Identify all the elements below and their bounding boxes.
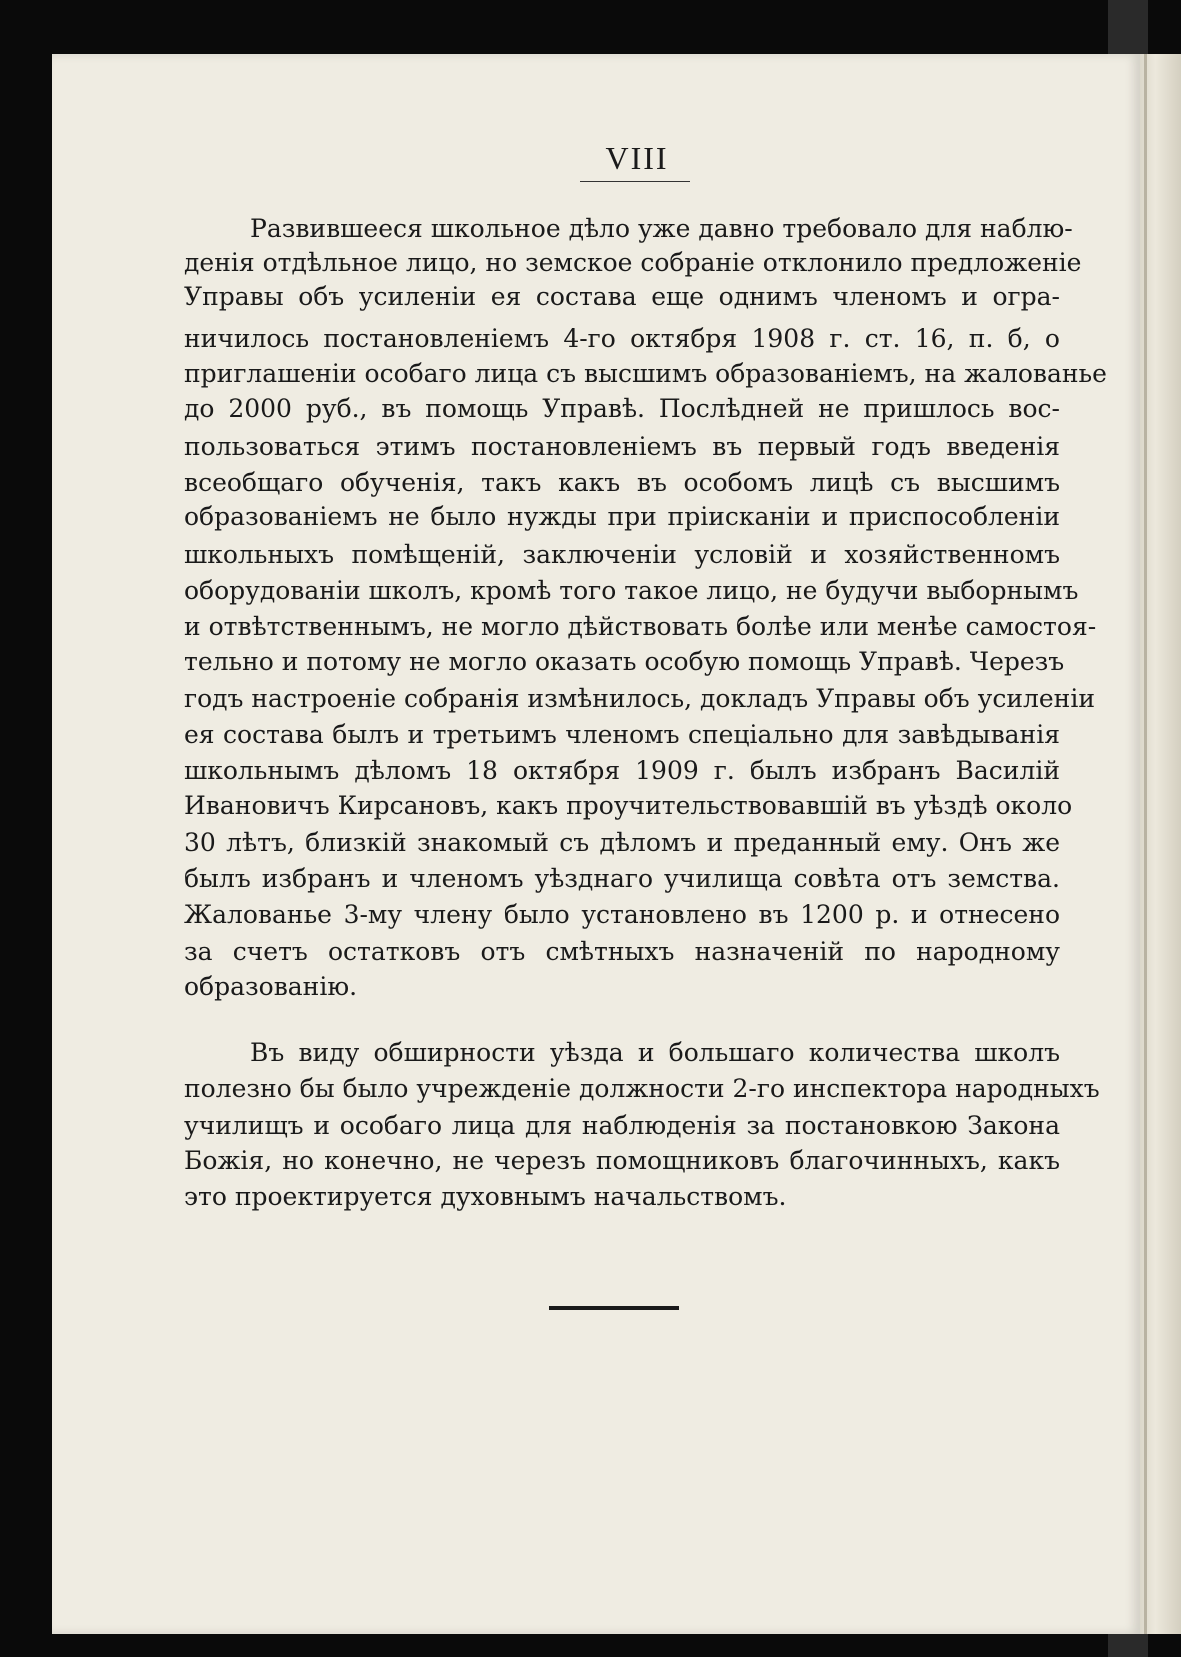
text-line: тельно и потому не могло оказать особую помощь Управѣ. Черезъ (184, 647, 1065, 676)
text-line: всеобщаго обученія, такъ какъ въ особомъ лицѣ съ высшимъ (184, 468, 1060, 497)
text-line: полезно бы было учрежденіе должности 2-го инспектора народныхъ (184, 1074, 1100, 1103)
text-line: ничилось постановленіемъ 4-го октября 1908 г. ст. 16, п. б, о (184, 324, 1060, 353)
section-end-rule (549, 1306, 679, 1310)
text-line: былъ избранъ и членомъ уѣзднаго училища совѣта отъ земства. (184, 864, 1060, 893)
text-line: годъ настроеніе собранія измѣнилось, докладъ Управы объ усиленіи (184, 684, 1095, 713)
text-line: Управы объ усиленіи ея состава еще однимъ членомъ и огра- (184, 282, 1060, 311)
text-line: училищъ и особаго лица для наблюденія за постановкою Закона (184, 1111, 1060, 1140)
text-line: это проектируется духовнымъ начальствомъ. (184, 1182, 787, 1211)
binding-bottom (1108, 1632, 1148, 1657)
text-line: школьныхъ помѣщеній, заключеніи условій и хозяйственномъ (184, 540, 1060, 569)
text-line: ея состава былъ и третьимъ членомъ спеціально для завѣдыванія (184, 720, 1060, 749)
text-line: Божія, но конечно, не черезъ помощниковъ благочинныхъ, какъ (184, 1146, 1060, 1175)
text-line: Ивановичъ Кирсановъ, какъ проучительствовавшій въ уѣздѣ около (184, 791, 1073, 820)
text-line: 30 лѣтъ, близкій знакомый съ дѣломъ и преданный ему. Онъ же (184, 828, 1060, 857)
text-line: и отвѣтственнымъ, не могло дѣйствовать болѣе или менѣе самостоя- (184, 612, 1097, 641)
text-line: образованіемъ не было нужды при прiисканiи и приспособленiи (184, 502, 1060, 531)
text-line: приглашеніи особаго лица съ высшимъ образованіемъ, на жалованье (184, 359, 1107, 388)
text-line: денія отдѣльное лицо, но земское собраніе отклонило предложеніе (184, 248, 1082, 277)
text-line: Жалованье 3-му члену было установлено въ 1200 р. и отнесено (184, 900, 1060, 929)
text-line: образованію. (184, 972, 358, 1001)
binding-top (1108, 0, 1148, 56)
text-line: Въ виду обширности уѣзда и большаго количества школъ (250, 1038, 1060, 1067)
text-line: пользоваться этимъ постановленіемъ въ первый годъ введенія (184, 432, 1060, 461)
text-line: за счетъ остатковъ отъ смѣтныхъ назначеній по народному (184, 937, 1060, 966)
text-line: до 2000 руб., въ помощь Управѣ. Послѣдней не пришлось вос- (184, 394, 1060, 423)
next-page-edge (1138, 54, 1181, 1634)
text-line: Развившееся школьное дѣло уже давно требовало для наблю- (250, 214, 1073, 243)
page-number-underline (580, 181, 690, 182)
page-number: VIII (605, 140, 669, 176)
text-line: школьнымъ дѣломъ 18 октября 1909 г. былъ избранъ Василій (184, 756, 1060, 785)
text-line: оборудованіи школъ, кромѣ того такое лицо, не будучи выборнымъ (184, 576, 1079, 605)
